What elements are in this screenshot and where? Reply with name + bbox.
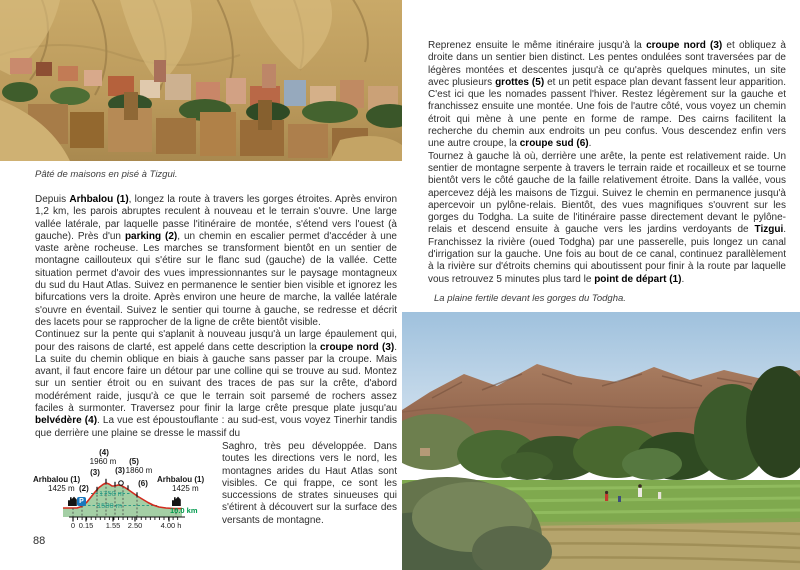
text-segment: Reprenez ensuite le même itinéraire jusqu'à la xyxy=(428,40,647,51)
chart-wp3-left-label: (3) xyxy=(90,467,100,477)
text-segment: grottes (5) xyxy=(495,76,545,88)
photo-tizgui-village-art xyxy=(0,0,402,161)
text-segment: point de départ (1) xyxy=(594,273,682,285)
text-segment: Tizgui xyxy=(754,224,784,236)
text-segment: Continuez sur la pente qui s'aplanit à nouveau jusqu'à un large épaulement qui, pour des raisons de clarté, est appelé dans cette description la xyxy=(35,329,397,353)
chart-wp4-label: (4) xyxy=(99,447,109,457)
parking-icon: P xyxy=(77,497,86,506)
paragraph xyxy=(428,40,786,151)
chart-wp5-label: (5) xyxy=(129,456,139,466)
text-segment: , longez la route à travers les gorges étroites. Après environ 1,2 km, les parois abruptes reculent à nouveau et le terrain s'ouvre. Une large vallée latérale, par laquelle passe l'itinéraire de montée, s'étend vers l'ouest (à gauche). Près d'un xyxy=(35,194,398,242)
text-segment: , un chemin en escalier permet d'accéder à une vaste arène rocheuse. Les marches se transforment bientôt en un sentier de montagne caillouteux qui s'étire sur le flanc sud (gauche) de la vallée. Cette situation permet d'avoir des vues impressionnantes sur le paysage montagneux du sud du Haut Atlas. Suivez en permanence le sentier bien visible et ignorez les bifurcations vers la droite. Après environ une heure de marche, la vallée latérale s'ouvre en éventail. Suivez le sentier qui tourne à gauche, se redresse et décrit des lacets pour se rapprocher de la ligne de crête bientôt visible. xyxy=(35,230,397,328)
text-segment: Tournez à gauche là où, derrière une arête, la pente est relativement raide. Un sentier de montagne serpente à travers le terrain raide et rocailleux et se tourne bientôt vers le côté gauche de la faille relativement étroite. Dans la vallée, vous apercevez déjà les maisons de Tizgui. Suivez le chemin en permanence jusqu'à apercevoir un pylône-relais. Bientôt, des vues magnifiques s'ouvrent sur les gorges du Todgha. La suite de l'itinéraire passe directement devant le pylône-relais et descend ensuite à gauche vers les jardins verdoyants de xyxy=(428,150,786,236)
text-segment: . La suite du chemin oblique en biais à gauche sans passer par la croupe. Mais avant, il faut encore faire un détour par une colline qui se trouve au sud. Montez sur un sentier étroit ou en suivant des traces de pas sur la crête, d'abord modérément raide, jusqu'à ce que le terrain soit parsemé de rochers assez faciles à surmonter. Traversez pour finir la large crête presque plate jusqu'au xyxy=(35,341,397,415)
text-segment: croupe sud (6) xyxy=(519,138,589,150)
chart-end-name: Arhbalou (1) xyxy=(157,474,205,484)
chart-time-tick: 4.00 h xyxy=(160,520,182,530)
text-segment: Arhbalou (1) xyxy=(69,194,129,205)
page-number: 88 xyxy=(33,535,46,547)
text-segment: Depuis xyxy=(35,194,70,205)
photo-todgha-plain-art xyxy=(402,312,800,570)
chart-wp2-label: (2) xyxy=(79,483,89,493)
text-segment: . xyxy=(681,273,685,285)
chart-time-tick: 0 xyxy=(70,520,76,530)
caption-left-photo: Pâté de maisons en pisé à Tizgui. xyxy=(35,169,178,180)
distant-building xyxy=(420,448,430,456)
chart-and-text-row xyxy=(35,441,397,551)
paragraph xyxy=(428,151,786,286)
left-column xyxy=(35,194,397,551)
chart-time-tick: 1.55 xyxy=(105,520,121,530)
wrapped-text: Saghro, très peu développée. Dans toutes les directions vers le nord, les montagnes arides du Haut Atlas sont visibles. Ce qui frappe, ce sont les successions de strates sinueuses qui s'étirent à découvert sur la surface des versants de montagne. xyxy=(222,440,397,526)
text-segment: belvédère (4) xyxy=(35,415,98,427)
chart-gridline-lower-label: 1500 m xyxy=(97,500,123,510)
elevation-profile-svg xyxy=(33,441,223,551)
chart-start-name: Arhbalou (1) xyxy=(33,474,81,484)
text-segment: . Franchissez la rivière (oued Todgha) par une passerelle, puis longez un canal d'irrigation sur la gauche. Une fois au bout de ce canal, continuez parallèlement à la rivière sur d'étroits chemins qui aboutissent pour finir à la route par laquelle vous retrouvez 5 minutes plus tard le xyxy=(428,224,786,285)
chart-time-tick: 2.50 xyxy=(127,520,143,530)
text-segment: croupe nord (3) xyxy=(646,40,723,51)
chart-wp6-label: (6) xyxy=(138,478,148,488)
chart-wp5-elev: 1860 m xyxy=(125,465,153,475)
elevation-profile-chart xyxy=(33,441,223,551)
cave-icon xyxy=(119,481,124,486)
right-column xyxy=(428,40,786,286)
text-segment: . xyxy=(588,138,592,150)
text-segment: . La vue est époustouflante : au sud-est, vous voyez Tinerhir tandis que derrière une plaine se dresse le massif du xyxy=(35,415,397,439)
chart-gridline-upper-label: 1750 m xyxy=(99,488,125,498)
chart-start-elev: 1425 m xyxy=(48,483,75,493)
paragraph xyxy=(35,194,397,329)
text-segment: et obliquez à droite dans un sentier bien distinct. Les pentes ondulées sont traversées par de légères montées et descentes jusqu'à ce qu'après quelques minutes, un site avec plusieurs xyxy=(428,40,786,88)
photo-todgha-plain xyxy=(402,312,800,570)
text-segment: parking (2) xyxy=(124,230,178,242)
building-icon xyxy=(68,497,77,506)
chart-end-elev: 1425 m xyxy=(172,483,199,493)
chart-wp3-right-label: (3) xyxy=(115,465,125,475)
text-segment: croupe nord (3) xyxy=(320,341,395,353)
chart-time-tick: 0.15 xyxy=(78,520,94,530)
caption-right-photo: La plaine fertile devant les gorges du Todgha. xyxy=(434,293,626,304)
chart-wp4-elev: 1960 m xyxy=(89,456,117,466)
photo-tizgui-village xyxy=(0,0,402,161)
paragraph xyxy=(35,329,397,440)
chart-distance-label: 10.0 km xyxy=(170,505,198,515)
text-segment: et un petit espace plan devant fassent leur apparition. C'est ici que les nomades passent l'hiver. Restez légèrement sur la gauche et franchissez ensuite une montée. Une fois de l'autre côté, vous voyez un chemin étroit qui mène à une pente en forme de rampe. Des cairns facilitent la recherche du chemin aux endroits un peu confus. Vous descendez enfin vers une autre croupe, la xyxy=(428,76,786,150)
elevation-chart-cell xyxy=(33,441,220,551)
